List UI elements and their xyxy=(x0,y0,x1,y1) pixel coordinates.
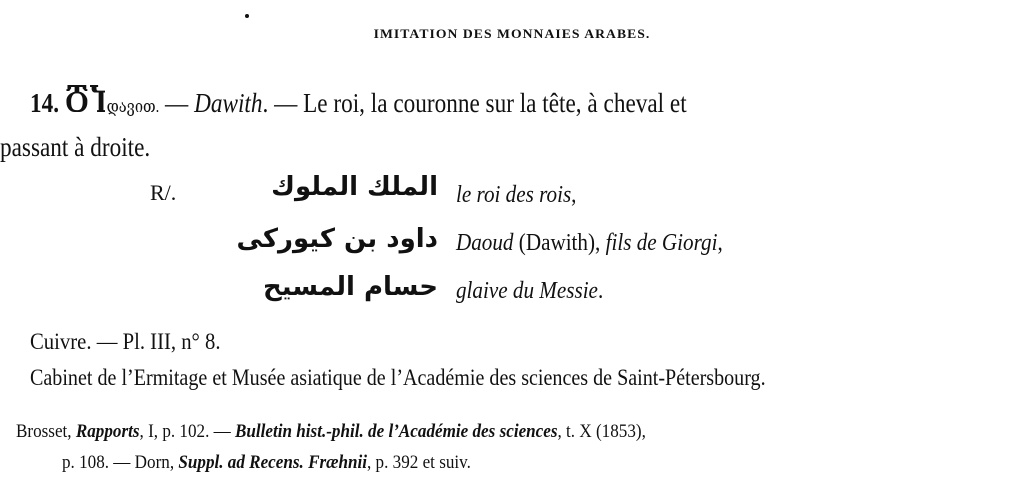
references-line-2 xyxy=(62,451,471,475)
stray-dot-mark xyxy=(245,14,249,18)
entry-first-line xyxy=(30,84,687,124)
obverse-description: Le roi, la couronne sur la tête, à cheval et xyxy=(303,88,687,118)
entry-number: 14. xyxy=(30,88,60,118)
ref-title: Rapports xyxy=(75,421,140,442)
running-title: IMITATION DES MONNAIES ARABES. xyxy=(373,26,651,41)
arabic-legend-line-3: حسام المسيح xyxy=(263,272,438,302)
punctuation: . xyxy=(597,278,604,304)
collection-line: Cabinet de l’Ermitage et Musée asiatique de l’Académie des sciences de Saint-Pétersbourg. xyxy=(30,365,766,390)
punctuation: , xyxy=(571,182,577,208)
translation-text: le roi des rois xyxy=(456,182,572,208)
ruler-name: Dawith xyxy=(194,88,263,118)
arabic-legend-line-2: داود بن كيورکی xyxy=(236,224,438,254)
translation-plain: (Dawith), xyxy=(513,230,606,256)
ref-text: , I, p. 102. — xyxy=(139,421,235,442)
translation-text: glaive du Messie xyxy=(456,278,598,304)
ref-text: , t. X (1853), xyxy=(557,421,646,442)
dash: — xyxy=(159,88,195,118)
arabic-legend-line-1: الملك الملوك xyxy=(271,172,438,202)
dash: . — xyxy=(262,88,304,118)
ref-text: p. 108. — Dorn, xyxy=(62,452,179,473)
translation-line-1 xyxy=(456,180,576,210)
ref-title: Bulletin hist.-phil. de l’Académie des sciences xyxy=(234,421,558,442)
reverse-mark: R/. xyxy=(150,180,177,205)
ref-text: Brosset, xyxy=(16,421,76,442)
georgian-legend-large: ႣႨ xyxy=(64,83,107,119)
translation-text: Daoud xyxy=(456,230,514,256)
translation-line-2 xyxy=(456,228,723,258)
ref-title: Suppl. ad Recens. Fræhnii xyxy=(178,452,368,473)
punctuation: , xyxy=(717,230,723,256)
obverse-description-continued: passant à droite. xyxy=(0,132,151,162)
references-line-1 xyxy=(16,420,646,444)
metal-and-plate: Cuivre. — Pl. III, n° 8. xyxy=(30,329,221,354)
translation-line-3 xyxy=(456,276,603,306)
translation-text-2: fils de Giorgi xyxy=(605,230,718,256)
georgian-legend-small: დავით. xyxy=(106,97,160,116)
ref-text: , p. 392 et suiv. xyxy=(367,452,471,473)
